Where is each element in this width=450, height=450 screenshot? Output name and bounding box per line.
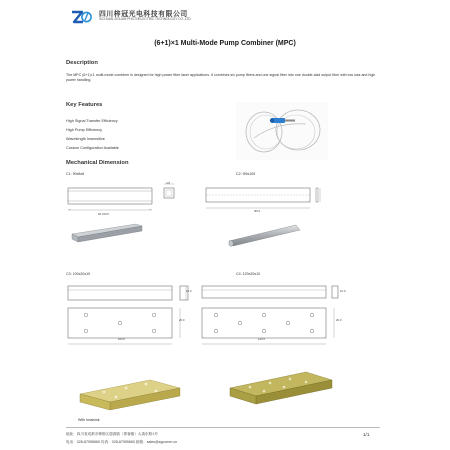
drawing-label-c4: C4: 120x20x10	[236, 272, 261, 276]
drawing-label-c3: C3: 100x20x10	[66, 272, 91, 276]
company-name-en: SICHUAN ZIGUAN PHOTOELECTRIC TECHNOLOGY CO.,LTD	[99, 17, 191, 21]
heatsink-label: With heatsink	[78, 418, 100, 422]
document-title: (6+1)×1 Multi-Mode Pump Combiner (MPC)	[154, 40, 296, 47]
footer-contact: 电话：028-87955660 传真：028-87955660 邮箱：sales@zgcomm.cn	[66, 440, 178, 444]
render-c1	[70, 220, 146, 242]
dimension-value: 20.0	[336, 318, 342, 322]
drawing-c3	[66, 282, 196, 352]
dimension-value: 90.0±0.5	[98, 212, 109, 216]
render-c4	[226, 368, 336, 410]
description-heading: Description	[66, 60, 98, 66]
footer-address: 地址：四川省成都市郫都区德源镇（菁蓉镇）大禹东路1号	[66, 432, 158, 436]
description-text: The MPC (6+1)×1 multi-mode combiner is designed for high power fiber laser applications. It combines six pump fibers and one signal fiber into one double-clad output fiber with low loss and high power handling.	[66, 73, 376, 83]
drawing-label-c1: C1: 90x8x8	[66, 172, 85, 176]
company-name-cn: 四川梓冠光电科技有限公司	[99, 11, 188, 18]
drawing-c2	[204, 180, 332, 216]
dimension-value: 10.0	[340, 289, 346, 293]
drawing-label-c2: C2: Φ5x100	[236, 172, 256, 176]
dimension-value: Φ5.0	[254, 209, 261, 213]
dimension-value: 20.0	[179, 318, 185, 322]
render-c2	[226, 222, 306, 248]
company-logo	[70, 9, 92, 27]
feature-item: Wavelength Insensitive	[66, 137, 105, 141]
dimension-value: 100.0	[118, 337, 125, 341]
dimension-value: 10.0	[186, 289, 192, 293]
features-heading: Key Features	[66, 102, 103, 108]
page-number: 1/1	[363, 432, 370, 437]
drawing-c4	[200, 282, 350, 352]
dimension-value: 120.0	[258, 337, 265, 341]
render-c3	[76, 372, 184, 414]
feature-item: Custom Configuration Available	[66, 146, 119, 150]
footer-divider	[66, 427, 380, 428]
drawing-c1	[66, 180, 181, 216]
dimension-value: 4.8	[166, 181, 170, 185]
feature-item: High Pump Efficiency	[66, 128, 103, 132]
product-photo	[236, 102, 328, 160]
feature-item: High Signal Transfer Efficiency	[66, 119, 118, 123]
dimensions-heading: Mechanical Dimension	[66, 160, 129, 166]
